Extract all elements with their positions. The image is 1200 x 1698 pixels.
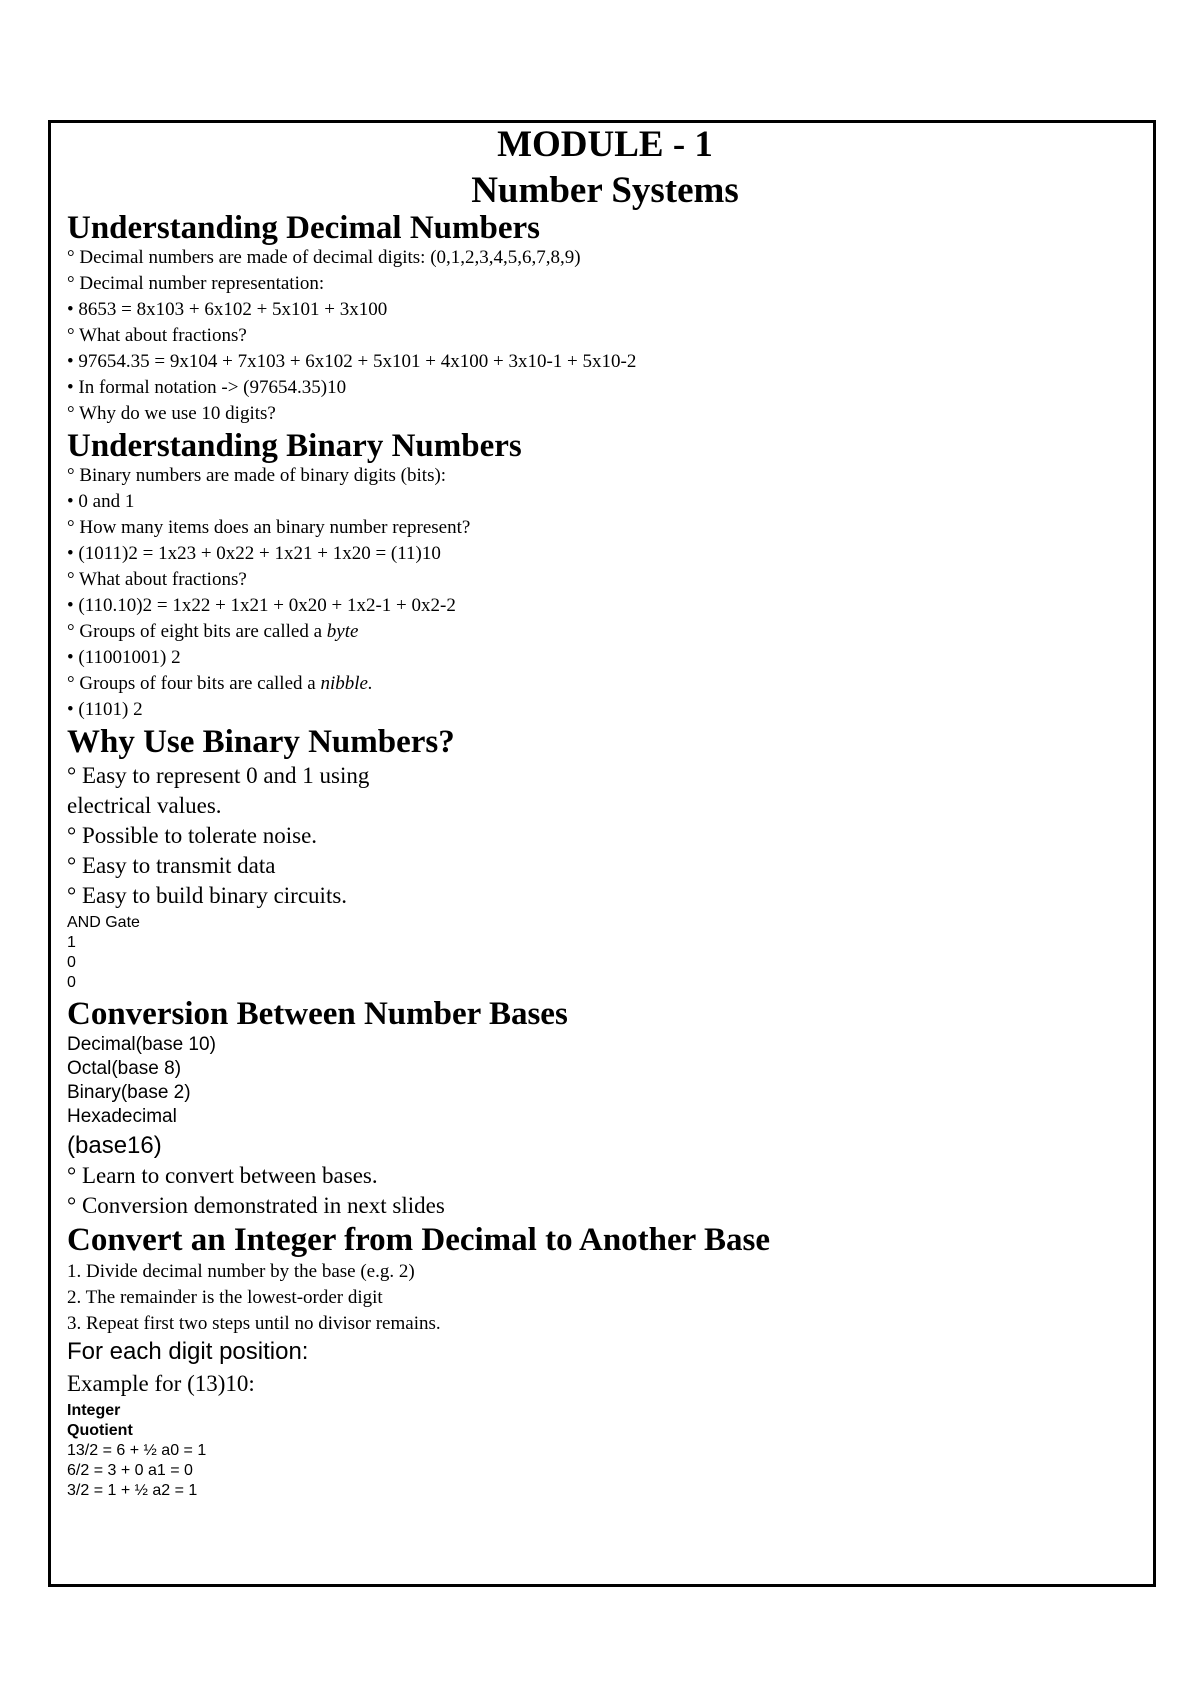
why-line-1: ° Easy to represent 0 and 1 using [67, 763, 370, 788]
decimal-line-3: • 8653 = 8x103 + 6x102 + 5x101 + 3x100 [67, 299, 388, 320]
heading-binary: Understanding Binary Numbers [67, 428, 522, 464]
binary-line-9: ° Groups of four bits are called a nibble. [67, 673, 373, 694]
heading-conversion: Conversion Between Number Bases [67, 996, 568, 1032]
base-hexadecimal: Hexadecimal [67, 1106, 177, 1127]
col-quotient: Quotient [67, 1422, 133, 1439]
heading-convert-integer: Convert an Integer from Decimal to Another Base [67, 1222, 770, 1258]
row-2: 6/2 = 3 + 0 a1 = 0 [67, 1462, 193, 1479]
why-line-2: electrical values. [67, 793, 222, 818]
decimal-line-7: ° Why do we use 10 digits? [67, 403, 276, 424]
base-binary: Binary(base 2) [67, 1082, 191, 1103]
row-3: 3/2 = 1 + ½ a2 = 1 [67, 1482, 198, 1499]
decimal-line-5: • 97654.35 = 9x104 + 7x103 + 6x102 + 5x101 + 4x100 + 3x10-1 + 5x10-2 [67, 351, 637, 372]
row-1: 13/2 = 6 + ½ a0 = 1 [67, 1442, 207, 1459]
decimal-line-4: ° What about fractions? [67, 325, 247, 346]
binary-line-8: • (11001001) 2 [67, 647, 181, 668]
step-3: 3. Repeat first two steps until no divisor remains. [67, 1313, 441, 1334]
step-1: 1. Divide decimal number by the base (e.g. 2) [67, 1261, 415, 1282]
why-line-5: ° Easy to build binary circuits. [67, 883, 348, 908]
decimal-line-6: • In formal notation -> (97654.35)10 [67, 377, 347, 398]
and-gate-value-2: 0 [67, 954, 76, 971]
each-digit-label: For each digit position: [67, 1338, 309, 1365]
heading-why-binary: Why Use Binary Numbers? [67, 724, 455, 760]
example-label: Example for (13)10: [67, 1371, 255, 1396]
decimal-line-2: ° Decimal number representation: [67, 273, 325, 294]
module-title: MODULE - 1 [497, 124, 713, 165]
decimal-line-1: ° Decimal numbers are made of decimal digits: (0,1,2,3,4,5,6,7,8,9) [67, 247, 581, 268]
step-2: 2. The remainder is the lowest-order digit [67, 1287, 383, 1308]
binary-line-3: ° How many items does an binary number represent? [67, 517, 471, 538]
binary-line-1: ° Binary numbers are made of binary digits (bits): [67, 465, 447, 486]
and-gate-value-1: 1 [67, 934, 76, 951]
base-decimal: Decimal(base 10) [67, 1034, 216, 1055]
binary-line-5: ° What about fractions? [67, 569, 247, 590]
heading-decimal: Understanding Decimal Numbers [67, 210, 541, 246]
binary-line-6: • (110.10)2 = 1x22 + 1x21 + 0x20 + 1x2-1 + 0x2-2 [67, 595, 456, 616]
and-gate-value-3: 0 [67, 974, 76, 991]
binary-line-10: • (1101) 2 [67, 699, 143, 720]
base-16: (base16) [67, 1132, 162, 1159]
binary-line-2: • 0 and 1 [67, 491, 135, 512]
module-subtitle: Number Systems [471, 170, 739, 211]
conversion-line-1: ° Learn to convert between bases. [67, 1163, 378, 1188]
why-line-3: ° Possible to tolerate noise. [67, 823, 318, 848]
why-line-4: ° Easy to transmit data [67, 853, 276, 878]
base-octal: Octal(base 8) [67, 1058, 182, 1079]
conversion-line-2: ° Conversion demonstrated in next slides [67, 1193, 445, 1218]
col-integer: Integer [67, 1402, 121, 1419]
binary-line-4: • (1011)2 = 1x23 + 0x22 + 1x21 + 1x20 = (11)10 [67, 543, 441, 564]
module-frame [48, 120, 1156, 1587]
binary-line-7: ° Groups of eight bits are called a byte [67, 621, 359, 642]
and-gate-label: AND Gate [67, 914, 140, 931]
